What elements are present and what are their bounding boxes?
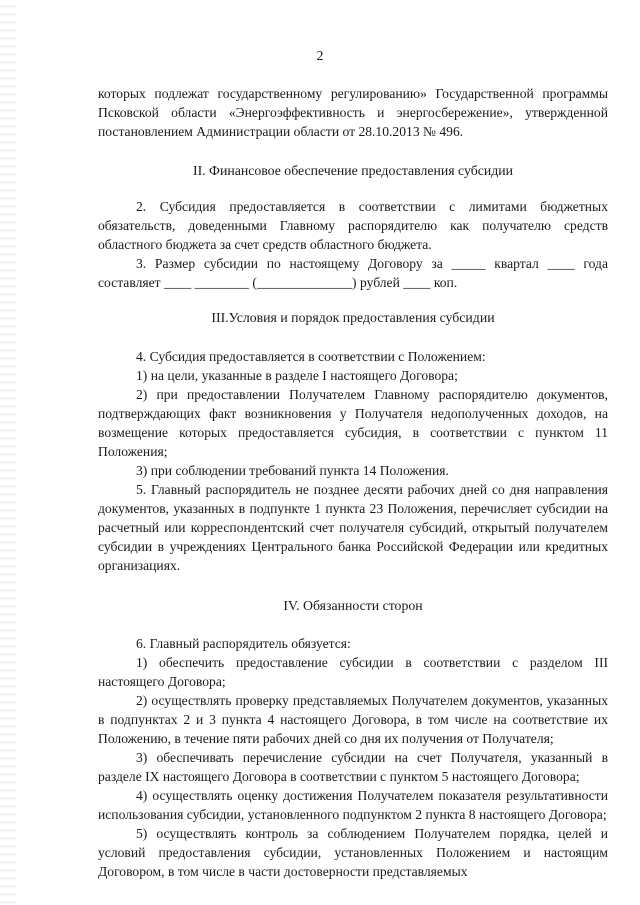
section-title-conditions: III.Условия и порядок предоставления субсидии (211, 310, 495, 325)
clause-2: 2. Субсидия предоставляется в соответствии с лимитами бюджетных обязательств, доведенными Главному распорядителю как получателю средств областного бюджета за счет средств областного бюджета. (98, 199, 608, 252)
clause-4-2: 2) при предоставлении Получателем Главному распорядителю документов, подтверждающих факт возникновения у Получателя недополученных доходов, на возмещение которых предоставляется субсидия, в соответствии с пунктом 11 Положения; (98, 387, 608, 459)
clause-6-2: 2) осуществлять проверку представляемых Получателем документов, указанных в подпунктах 2 и 3 пункта 4 настоящего Договора, в том числе на соответствие их Положению, в течение пяти рабочих дней со дня их получения от Получателя; (98, 693, 608, 746)
section-title-obligations: IV. Обязанности сторон (283, 598, 423, 613)
scan-binding-edge (0, 0, 16, 905)
clause-6-1: 1) обеспечить предоставление субсидии в соответствии с разделом III настоящего Договора; (98, 655, 608, 689)
clause-6-5: 5) осуществлять контроль за соблюдением Получателем порядка, целей и условий предоставления субсидии, установленных Положением и настоящим Договором, в том числе в части достоверности представляемых (98, 826, 608, 879)
clause-6-4: 4) осуществлять оценку достижения Получателем показателя результативности использования субсидии, установленного подпунктом 2 пункта 8 настоящего Договора; (98, 788, 608, 822)
clause-6-3: 3) обеспечивать перечисление субсидии на счет Получателя, указанный в разделе IX настоящего Договора в соответствии с пунктом 5 настоящего Договора; (98, 750, 608, 784)
clause-3: 3. Размер субсидии по настоящему Договору за _____ квартал ____ года составляет ____ ________ (______________) рублей ____ коп. (98, 256, 608, 290)
document-body (98, 84, 608, 881)
page-number: 2 (316, 49, 324, 64)
clause-4: 4. Субсидия предоставляется в соответствии с Положением: (136, 349, 486, 364)
clause-6: 6. Главный распорядитель обязуется: (136, 636, 351, 651)
intro-paragraph: которых подлежат государственному регулированию» Государственной программы Псковской области «Энергоэффективность и энергосбережение», утвержденной постановлением Администрации области от 28.10.2013 № 496. (98, 86, 608, 139)
clause-5: 5. Главный распорядитель не позднее десяти рабочих дней со дня направления документов, указанных в подпункте 1 пункта 23 Положения, перечисляет субсидии на расчетный или корреспондентский счет получателя субсидий, открытый получателем субсидии в учреждениях Центрального банка Российской Федерации или кредитных организациях. (98, 482, 608, 573)
clause-4-3: 3) при соблюдении требований пункта 14 Положения. (136, 463, 449, 478)
section-title-financing: II. Финансовое обеспечение предоставления субсидии (192, 163, 514, 178)
clause-4-1: 1) на цели, указанные в разделе I настоящего Договора; (136, 368, 458, 383)
